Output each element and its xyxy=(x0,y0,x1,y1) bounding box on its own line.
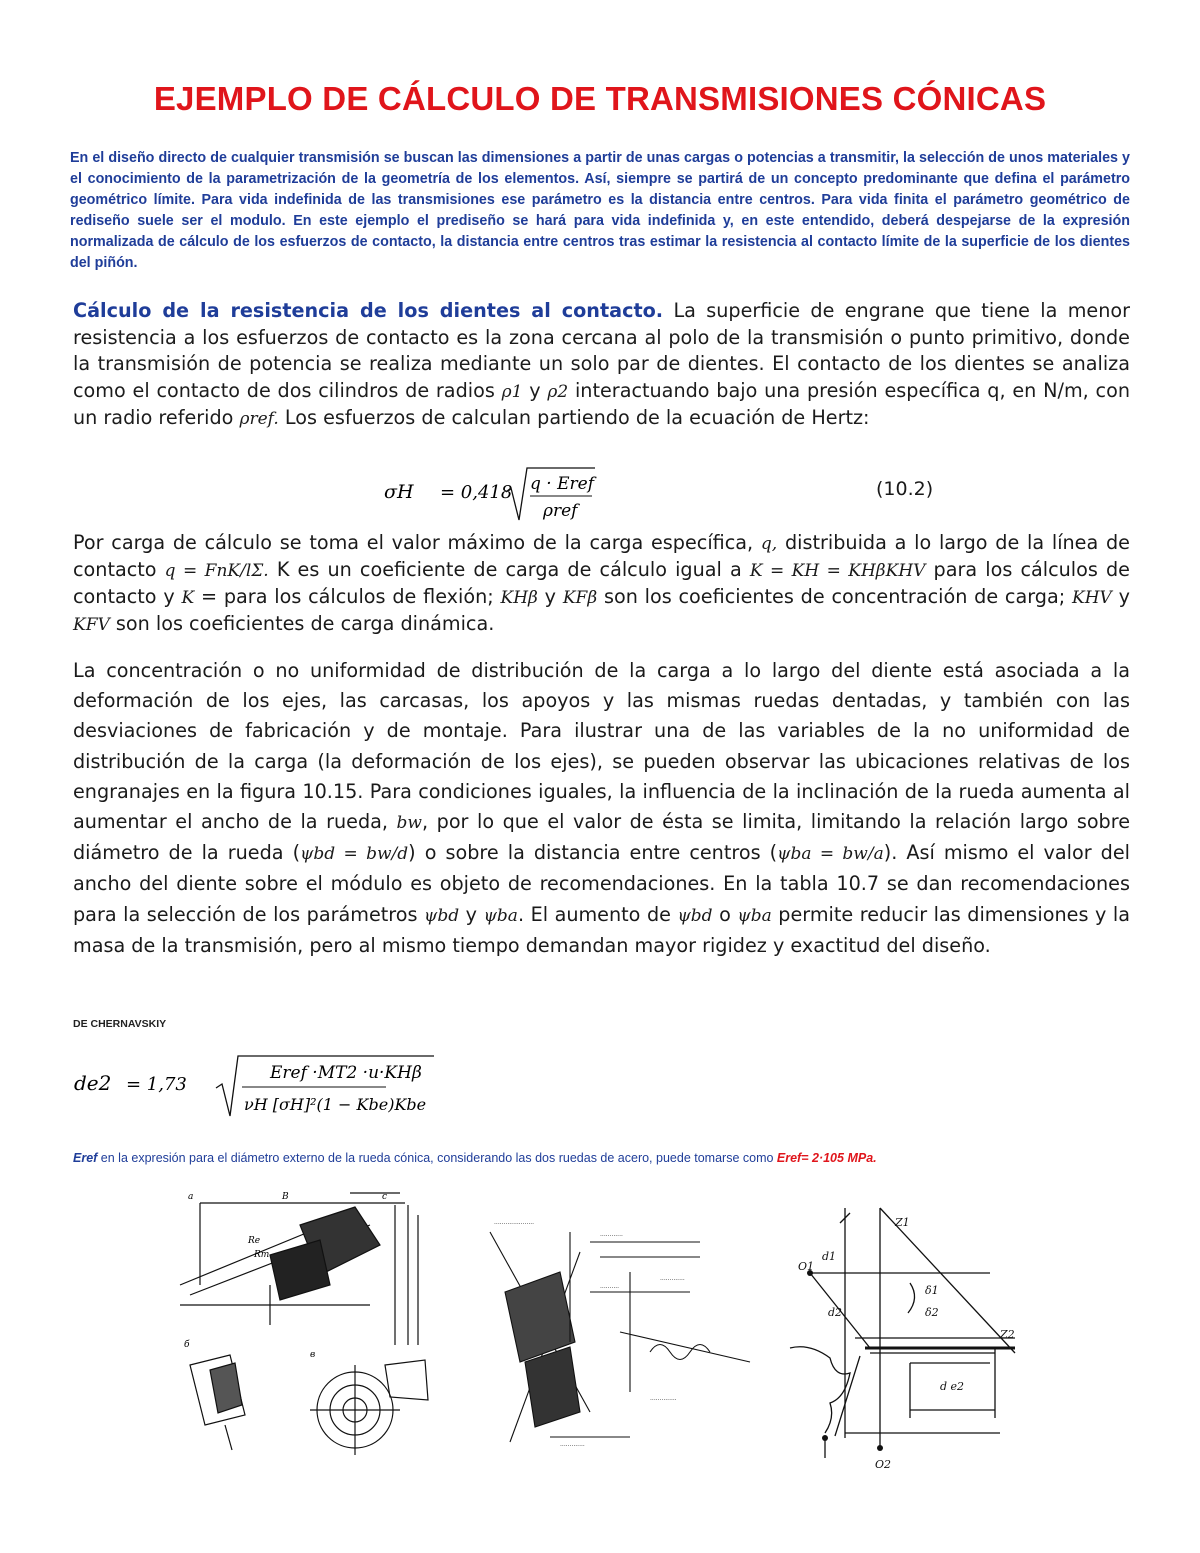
fig1-label-b: B xyxy=(282,1192,289,1202)
bevel-gear-section-figure xyxy=(170,1185,440,1455)
eq2-denominator: νH [σH]²(1 − Kbe)Kbe xyxy=(244,1095,427,1114)
eq2-coef: = 1,73 xyxy=(126,1074,187,1095)
fig3-d1: d1 xyxy=(822,1250,837,1263)
fig1-label-re: Re xyxy=(248,1236,261,1246)
fig3-delta1: δ1 xyxy=(925,1284,939,1297)
fig3-de2: d e2 xyxy=(940,1380,965,1393)
fig1-label-b2: б xyxy=(184,1340,190,1350)
eref-value: Eref= 2·105 MPa. xyxy=(776,1151,877,1165)
eq1-numerator: q · Eref xyxy=(530,474,594,494)
eref-note: Eref en la expresión para el diámetro externo de la rueda cónica, considerando las dos ruedas de acero, puede tomarse como Eref= 2·105 MPa. xyxy=(73,1151,877,1165)
svg-text:·····················: ····················· xyxy=(494,1221,535,1228)
fig3-d2: d2 xyxy=(828,1306,843,1319)
section-lead: Cálculo de la resistencia de los dientes al contacto. xyxy=(73,299,664,322)
fig3-delta2: δ2 xyxy=(925,1306,939,1319)
fig3-z2: Z2 xyxy=(1000,1328,1015,1341)
svg-text:·············: ············· xyxy=(560,1443,585,1450)
intro-paragraph: En el diseño directo de cualquier transmisión se buscan las dimensiones a partir de unas cargas o potencias a transmitir, la selección de unos materiales y el conocimiento de la parametrización de la geometría de los elementos. Así, siempre se partirá de un concepto predominante que defina el parámetro geométrico límite. Para vida indefinida de las transmisiones ese parámetro es la distancia entre centros. Para vida finita el parámetro geométrico de rediseño suele ser el modulo. En este ejemplo el prediseño se hará para vida indefinida y, en este entendido, deberá despejarse de la expresión normalizada de cálculo de los esfuerzos de contacto, la distancia entre centros tras estimar la resistencia al contacto límite de la superficie de los dientes del piñón. xyxy=(70,150,1130,271)
eq1-denominator: ρref xyxy=(543,501,578,521)
fig3-z1: Z1 xyxy=(895,1216,910,1229)
bevel-geometry-figure xyxy=(770,1188,1030,1478)
svg-text:·············: ············· xyxy=(660,1277,685,1284)
fig1-label-v: в xyxy=(310,1350,316,1360)
fig3-o2: O2 xyxy=(875,1458,892,1471)
svg-text:··············: ·············· xyxy=(650,1397,677,1404)
equation-number: (10.2) xyxy=(876,478,934,500)
svg-text:············: ············ xyxy=(600,1233,623,1240)
hertz-equation xyxy=(380,462,620,526)
contact-resistance-paragraph: Cálculo de la resistencia de los dientes al contacto. La superficie de engrane que tiene la menor resistencia a los esfuerzos de contacto es la zona cercana al polo de la transmisión o punto primitivo, donde la transmisión de potencia se realiza mediante un solo par de dientes. El contacto de los dientes se analiza como el contacto de dos cilindros de radios ρ1 y ρ2 interactuando bajo una presión específica q, en N/m, con un radio referido ρref. Los esfuerzos de calculan partiendo de la ecuación de Hertz: xyxy=(73,299,1130,429)
eq1-coef: = 0,418 xyxy=(440,482,513,503)
page-title: EJEMPLO DE CÁLCULO DE TRANSMISIONES CÓNICAS xyxy=(153,80,1047,117)
chernavskiy-equation xyxy=(70,1050,427,1122)
load-paragraph: Por carga de cálculo se toma el valor máximo de la carga específica, q, distribuida a lo largo de la línea de contacto q = FnK/lΣ. K es un coeficiente de carga de cálculo igual a K = KH = KHβKHV para los cálculos de contacto y K = para los cálculos de flexión; KHβ y KFβ son los coeficientes de concentración de carga; KHV y KFV son los coeficientes de carga dinámica. xyxy=(73,531,1130,635)
fig1-label-c: c xyxy=(382,1192,388,1202)
svg-text:··········: ·········· xyxy=(600,1285,620,1292)
fig1-label-rm: Rm xyxy=(254,1250,270,1260)
fig1-label-a: a xyxy=(188,1192,194,1202)
tooth-contact-figure xyxy=(450,1212,780,1452)
chernavskiy-heading: DE CHERNAVSKIY xyxy=(73,1018,167,1030)
eq2-lhs: de2 xyxy=(74,1071,112,1095)
eq2-numerator: Eref ·MT2 ·u·KHβ xyxy=(270,1063,422,1083)
fig3-o1: O1 xyxy=(798,1260,815,1273)
concentration-paragraph: La concentración o no uniformidad de distribución de la carga a lo largo del diente está asociada a la deformación de los ejes, las carcasas, los apoyos y las mismas ruedas dentadas, y también con las desviaciones de fabricación y de montaje. Para ilustrar una de las variables de la no uniformidad de distribución de la carga (la deformación de los ejes), se pueden observar las ubicaciones relativas de los engranajes en la figura 10.15. Para condiciones iguales, la influencia de la inclinación de la rueda aumenta al aumentar el ancho de la rueda, bw, por lo que el valor de ésta se limita, limitando la relación largo sobre diámetro de la rueda (ψbd = bw/d) o sobre la distancia entre centros (ψba = bw/a). Así mismo el valor del ancho del diente sobre el módulo es objeto de recomendaciones. En la tabla 10.7 se dan recomendaciones para la selección de los parámetros ψbd y ψba. El aumento de ψbd o ψba permite reducir las dimensiones y la masa de la transmisión, pero al mismo tiempo demandan mayor rigidez y exactitud del diseño. xyxy=(73,659,1131,957)
eq1-lhs: σH xyxy=(384,481,414,503)
